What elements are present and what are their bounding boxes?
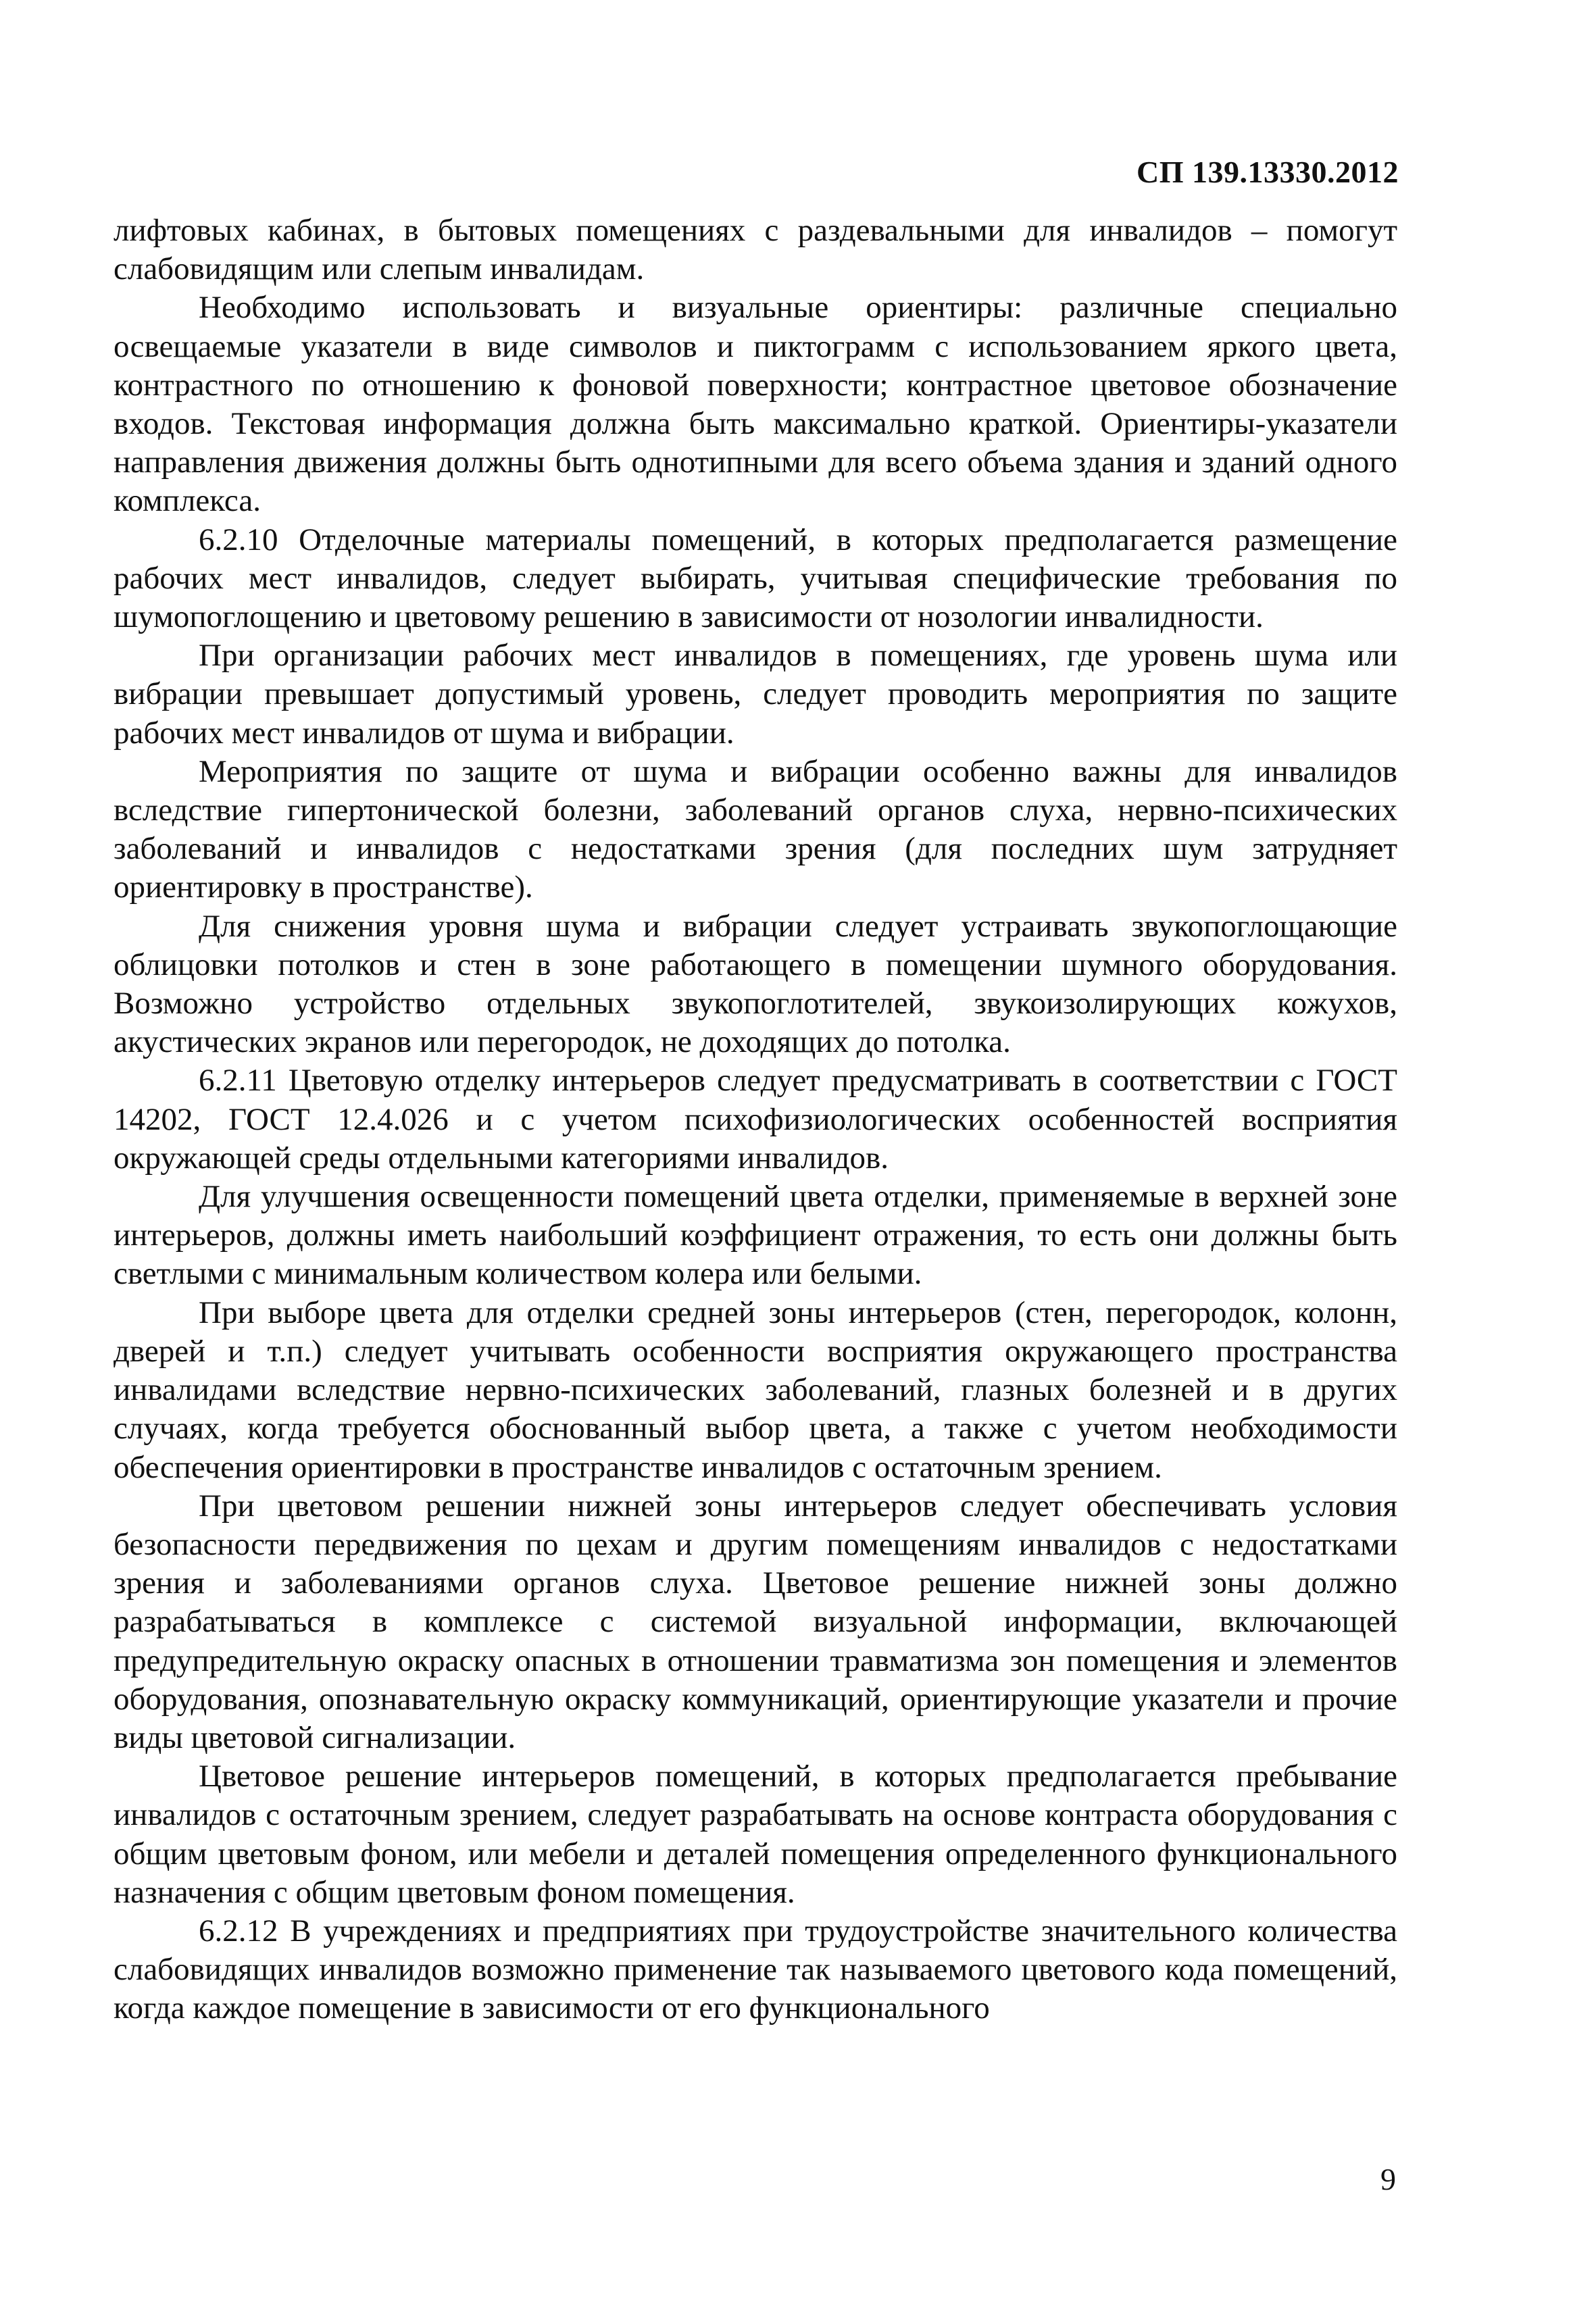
paragraph-visual-landmarks: Необходимо использовать и визуальные ориентиры: различные специально освещаемые указатели в виде символов и пиктограмм с использованием яркого цвета, контрастного по отношению к фоновой поверхности; контрастное цветовое обозначение входов. Текстовая информация должна быть максимально краткой. Ориентиры-указатели направления движения должны быть однотипными для всего объема здания и зданий одного комплекса. — [114, 290, 1397, 519]
paragraph-noise-reduction: Для снижения уровня шума и вибрации следует устраивать звукопоглощающие облицовки потолков и стен в зоне работающего в помещении шумного оборудования. Возможно устройство отдельных звукопоглотителей, звукоизолирующих кожухов, акустических экранов или перегородок, не доходящих до потолка. — [114, 908, 1397, 1060]
paragraph-lower-zone: При цветовом решении нижней зоны интерьеров следует обеспечивать условия безопасности передвижения по цехам и другим помещениям инвалидов с недостатками зрения и заболеваниями органов слуха. Цветовое решение нижней зоны должно разрабатываться в комплексе с системой визуальной информации, включающей предупредительную окраску опасных в отношении травматизма зон помещения и элементов оборудования, опознавательную окраску коммуникаций, ориентирующие указатели и прочие виды цветовой сигнализации. — [114, 1488, 1397, 1755]
paragraph-noise-workplaces: При организации рабочих мест инвалидов в помещениях, где уровень шума или вибрации превышает допустимый уровень, следует проводить мероприятия по защите рабочих мест инвалидов от шума и вибрации. — [114, 638, 1397, 751]
document-code-header: СП 139.13330.2012 — [1137, 155, 1399, 189]
paragraph-continuation: лифтовых кабинах, в бытовых помещениях с раздевальными для инвалидов – помогут слабовидящим или слепым инвалидам. — [114, 213, 1397, 287]
paragraph-6-2-12: 6.2.12 В учреждениях и предприятиях при трудоустройстве значительного количества слабовидящих инвалидов возможно применение так называемого цветового кода помещений, когда каждое помещение в зависимости от его функционального — [114, 1913, 1397, 2026]
paragraph-upper-zone: Для улучшения освещенности помещений цвета отделки, применяемые в верхней зоне интерьеров, должны иметь наибольший коэффициент отражения, то есть они должны быть светлыми с минимальным количеством колера или белыми. — [114, 1179, 1397, 1292]
page-number: 9 — [1380, 2162, 1396, 2196]
document-body — [114, 211, 1397, 2028]
paragraph-residual-vision: Цветовое решение интерьеров помещений, в которых предполагается пребывание инвалидов с остаточным зрением, следует разрабатывать на основе контраста оборудования с общим цветовым фоном, или мебели и деталей помещения определенного функционального назначения с общим цветовым фоном помещения. — [114, 1759, 1397, 1910]
paragraph-middle-zone: При выборе цвета для отделки средней зоны интерьеров (стен, перегородок, колонн, дверей и т.п.) следует учитывать особенности восприятия окружающего пространства инвалидами вследствие нервно-психических заболеваний, глазных болезней и в других случаях, когда требуется обоснованный выбор цвета, а также с учетом необходимости обеспечения ориентировки в пространстве инвалидов с остаточным зрением. — [114, 1294, 1397, 1485]
paragraph-6-2-10: 6.2.10 Отделочные материалы помещений, в которых предполагается размещение рабочих мест инвалидов, следует выбирать, учитывая специфические требования по шумопоглощению и цветовому решению в зависимости от нозологии инвалидности. — [114, 522, 1397, 635]
paragraph-6-2-11: 6.2.11 Цветовую отделку интерьеров следует предусматривать в соответствии с ГОСТ 14202, ГОСТ 12.4.026 и с учетом психофизиологических особенностей восприятия окружающей среды отдельными категориями инвалидов. — [114, 1063, 1397, 1176]
paragraph-noise-protection: Мероприятия по защите от шума и вибрации особенно важны для инвалидов вследствие гипертонической болезни, заболеваний органов слуха, нервно-психических заболеваний и инвалидов с недостатками зрения (для последних шум затрудняет ориентировку в пространстве). — [114, 753, 1397, 905]
